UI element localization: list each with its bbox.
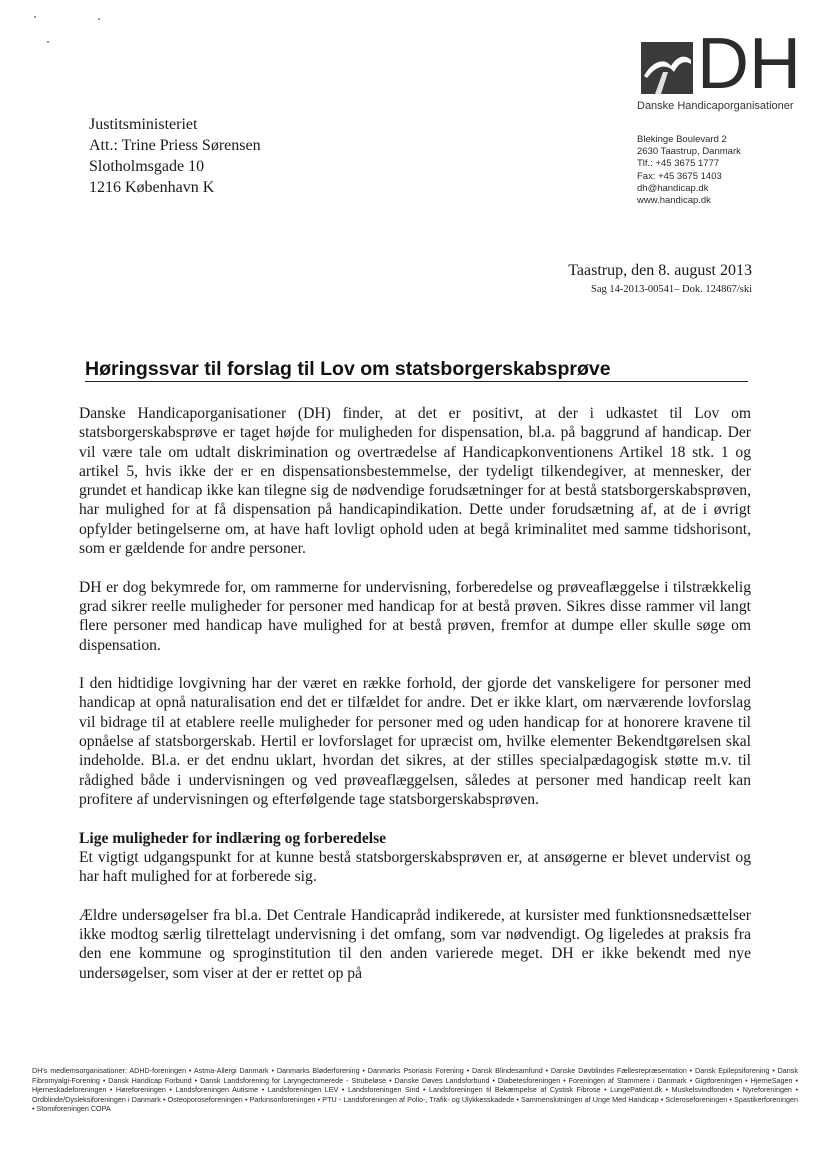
contact-city: 2630 Taastrup, Danmark	[637, 146, 741, 158]
dh-logo	[641, 24, 801, 104]
organization-name: Danske Handicaporganisationer	[637, 100, 794, 112]
letter-body	[79, 404, 751, 1002]
contact-email: dh@handicap.dk	[637, 182, 709, 194]
document-title: Høringssvar til forslag til Lov om statsborgerskabsprøve	[85, 358, 611, 380]
scan-speck	[34, 16, 36, 18]
case-reference: Sag 14-2013-00541– Dok. 124867/ski	[591, 284, 752, 295]
logo-letters: DH	[697, 24, 801, 104]
member-organizations-footer: DH's medlemsorganisationer: ADHD-foreningen • Astma-Allergi Danmark • Danmarks Bløderforening • Danmarks Psoriasis Forening • Dansk Blindesamfund • Danske Døvblindes Fællesrepræsentation • Dansk Epilepsiforening • Dansk Fibromyalgi-Forening • Dansk Handicap Forbund • Dansk Landsforening for Laryngectomerede - Strubeløse • Danske Døves Landsforbund • Diabetesforeningen • Foreningen af Stammere i Danmark • Gigtforeningen • HjerneSagen • Hjerneskadeforeningen • Høreforeningen • Landsforeningen Autisme • Landsforeningen LEV • Landsforeningen Sind • Landsforeningen til Bekæmpelse af Cystisk Fibrose • LungePatient.dk • Muskelsvindfonden • Nyreforeningen • Ordblinde/Dysleksiforeningen i Danmark • Osteoporoseforeningen • Parkinsonforeningen • PTU - Landsforeningen af Polio-, Trafik- og Ulykkesskadede • Sammenslutningen af Unge Med Handicap • Scleroseforeningen • Spastikerforeningen • Stomiforeningen COPA	[32, 1066, 798, 1114]
body-paragraph: DH er dog bekymrede for, om rammerne for undervisning, forberedelse og prøveaflæggelse i tilstrækkelig grad sikrer reelle muligheder for personer med handicap for at bestå prøven. Sikres disse rammer vil langt flere personer med handicap have mulighed for at bestå prøven, fremfor at dumpe eller skulle søge om dispensation.	[79, 578, 751, 654]
body-paragraph: I den hidtidige lovgivning har der været en række forhold, der gjorde det vanskeligere for personer med handicap at opnå naturalisation end det er tilfældet for andre. Det er ikke klart, om nærværende lovforslag vil bidrage til at etablere reelle muligheder for personer med og uden handicap for at honorere kravene til opnåelse af statsborgerskab. Hertil er lovforslaget for upræcist om, hvilke elementer Bekendtgørelsen skal indeholde. Bl.a. er det endnu uklart, hvordan det sikres, at der stilles specialpædagogisk støtte m.v. til rådighed både i undervisningen og ved prøveaflæggelsen, således at personer med handicap reelt kan profitere af undervisningen og efterfølgende tage statsborgerskabsprøven.	[79, 675, 751, 808]
scan-speck	[47, 41, 49, 43]
title-rule	[85, 381, 748, 382]
recipient-line: 1216 København K	[89, 179, 215, 196]
body-paragraph: Et vigtigt udgangspunkt for at kunne bestå statsborgerskabsprøven er, at ansøgerne er blevet undervist og har haft mulighed for at forberede sig.	[79, 848, 751, 886]
contact-website: www.handicap.dk	[637, 195, 711, 207]
body-paragraph: Danske Handicaporganisationer (DH) finder, at det er positivt, at der i udkastet til Lov om statsborgerskabsprøve er taget højde for muligheden for dispensation, bl.a. på baggrund af handicap. Der vil være tale om udtalt diskrimination og overtrædelse af Handicapkonventionens Artikel 18 stk. 1 og artikel 5, hvis ikke der er en dispensationsbestemmelse, der tydeligt tilkendegiver, at mennesker, der grundet et handicap ikke kan tilegne sig de nødvendige forudsætninger for at bestå statsborgerskabsprøven, har mulighed for at få dispensation på handicapindikation. Dette under forudsætning af, at de i øvrigt opfylder betingelserne om, at have haft lovligt ophold uden at begå kriminalitet med samme tidshorisont, som er gældende for andre personer.	[79, 405, 751, 558]
recipient-line: Slotholmsgade 10	[89, 158, 205, 175]
recipient-line: Att.: Trine Priess Sørensen	[89, 137, 261, 154]
contact-fax: Fax: +45 3675 1403	[637, 170, 722, 182]
sender-contact	[637, 134, 741, 207]
scan-speck	[98, 18, 100, 20]
recipient-address	[89, 114, 261, 198]
contact-phone: Tlf.: +45 3675 1777	[637, 158, 720, 170]
dh-logo-mark-icon	[641, 42, 693, 94]
body-paragraph: Ældre undersøgelser fra bl.a. Det Centrale Handicapråd indikerede, at kursister med funktionsnedsættelser ikke modtog særlig tilrettelagt undervisning i det omfang, som var nødvendigt. Og ligeledes at praksis fra den ene kommune og sproginstitution til den anden varierede meget. DH er ikke bekendt med nye undersøgelser, som viser at der er rettet op på	[79, 906, 751, 982]
contact-street: Blekinge Boulevard 2	[637, 134, 727, 145]
date-line: Taastrup, den 8. august 2013	[568, 262, 752, 279]
recipient-line: Justitsministeriet	[89, 116, 198, 133]
section-heading: Lige muligheder for indlæring og forberedelse	[79, 829, 387, 847]
